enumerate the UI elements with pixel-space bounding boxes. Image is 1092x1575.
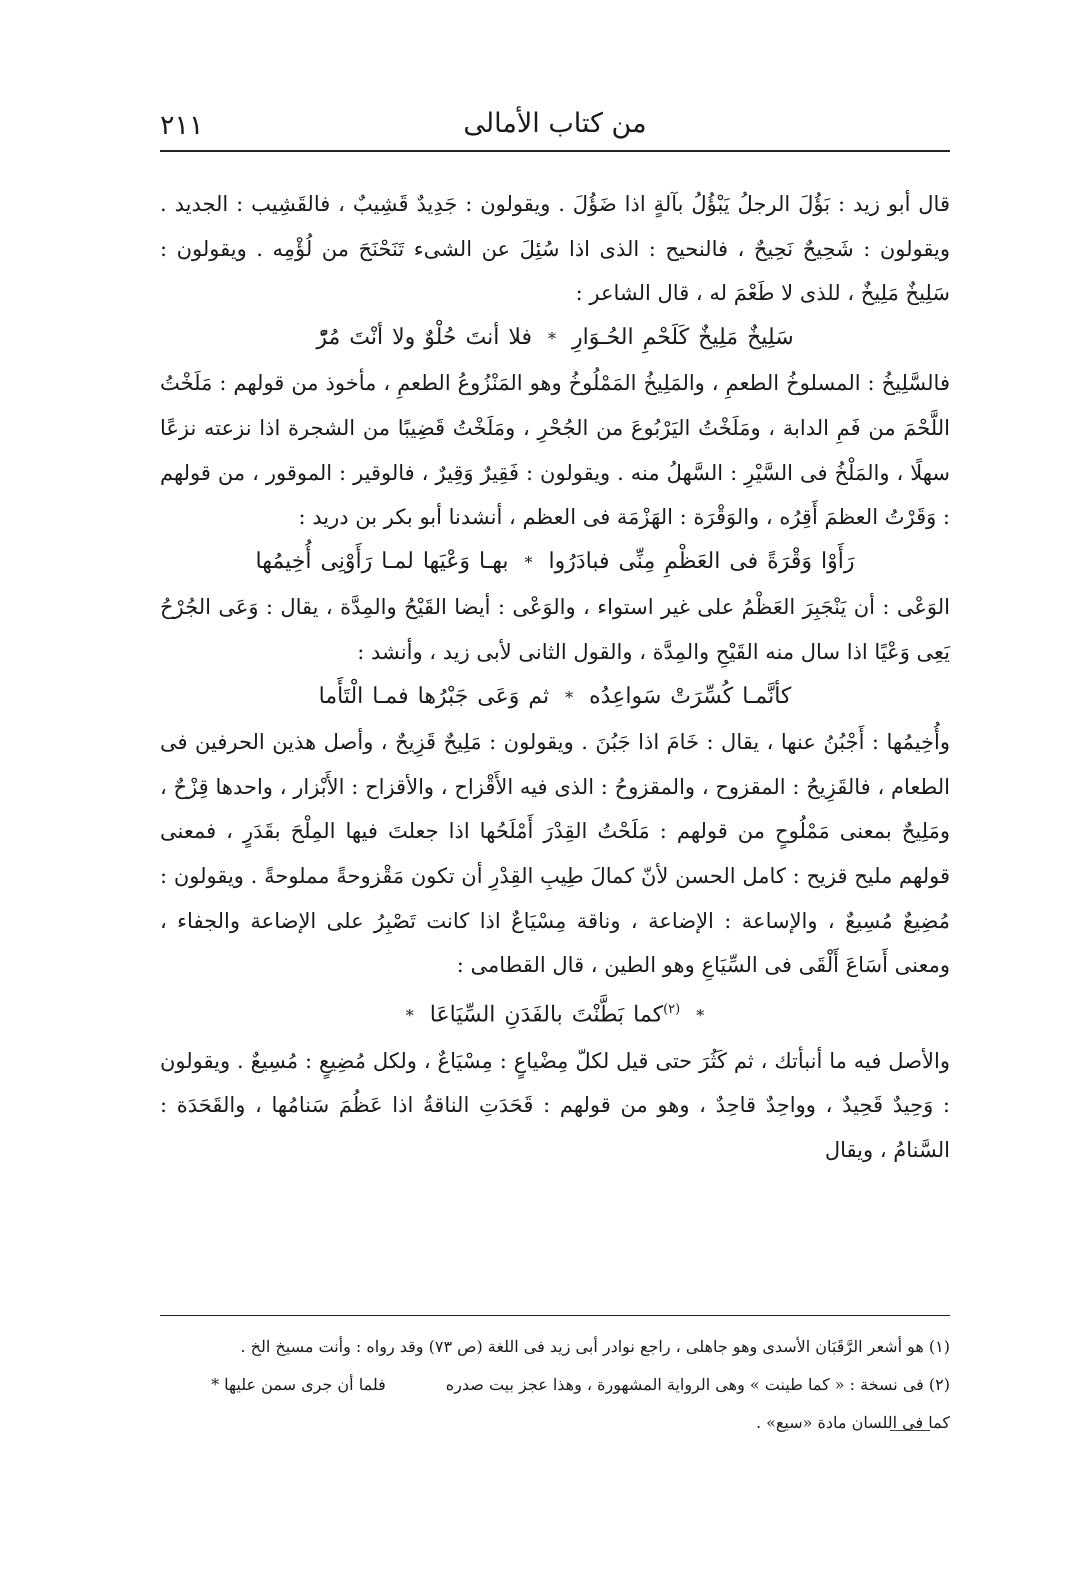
verse-separator: *	[565, 687, 574, 707]
page-number: ٢١١	[160, 110, 204, 141]
footnote-2-verse: فلما أن جرى سمن عليها *	[211, 1375, 386, 1394]
verse-2-first-hemistich: رَأَوْا وَقْرَةً فى العَظْمِ مِنِّى فبادَرُوا	[548, 548, 855, 574]
verse-4-marker: (٢)	[663, 1001, 681, 1017]
verse-4-hemistich: كما بَطَّنْتَ بالفَدَنِ السِّيَاعَا	[429, 1002, 664, 1028]
verse-4	[160, 988, 950, 1039]
page-header	[160, 104, 950, 148]
paragraph-4: وأُخِيمُها : أَجْبُنُ عنها ، يقال : خَامَ اذا جَبُنَ . ويقولون : مَلِيحٌ قَزِيحٌ ، وأصل هذين الحرفين فى الطعام ، فالقَزِيحُ : المقزوح ، والمقزوحُ : الذى فيه الأَقْزاح ، والأقزاح : الأَبْزار ، واحدها قِزْحٌ ، ومَلِيحٌ بمعنى مَمْلُوحٍ من قولهم : مَلَحْتُ القِدْرَ أَمْلَحُها اذا جعلتَ فيها المِلْحَ بقَدَرٍ ، فمعنى قولهم مليح قزيح : كامل الحسن لأنّ كمالَ طِيبِ القِدْرِ أن تكون مَقْزوحةً مملوحةً . ويقولون : مُضِيعٌ مُسِيعٌ ، والإساعة : الإضاعة ، وناقة مِسْيَاعٌ اذا كانت تَصْبِرُ على الإضاعة والجفاء ، ومعنى أَسَاعَ أَلْقَى فى السِّيَاعِ وهو الطين ، قال القطامى :	[160, 730, 950, 978]
verse-separator: *	[548, 328, 557, 348]
verse-1	[160, 316, 950, 362]
paragraph-5: والأصل فيه ما أنبأتك ، ثم كَثُرَ حتى قيل لكلّ مِضْياعٍ : مِسْيَاعٌ ، ولكل مُضِيعٍ : مُسِيعٌ . ويقولون : وَحِيدٌ قَحِيدٌ ، وواحِدٌ قاحِدٌ ، وهو من قولهم : قَحَدَتِ الناقةُ اذا عَظُمَ سَنامُها ، والقَحَدَة : السَّنامُ ، ويقال	[160, 1048, 950, 1162]
verse-1-second-hemistich: فلا أنتَ حُلْوٌ ولا أنْتَ مُرّْ	[316, 324, 533, 350]
verse-2-second-hemistich: بهـا وَعْيَها لمـا رَأَوْنِى أُخِيمُها	[255, 548, 509, 574]
header-rule	[160, 150, 950, 152]
verse-3-second-hemistich: ثم وَعَى جَبْرُها فمـا الْتَأَما	[318, 683, 550, 709]
verse-3-first-hemistich: كأنَّمـا كُسِّرَتْ سَواعِدُه	[589, 683, 792, 709]
verse-3	[160, 675, 950, 721]
paragraph-2: فالسَّلِيخُ : المسلوخُ الطعمِ ، والمَلِيخُ المَمْلُوخُ وهو المَنْزُوعُ الطعمِ ، مأخوذ من قولهم : مَلَخْتُ اللَّحْمَ من فَمِ الدابة ، ومَلَخْتُ اليَرْبُوعَ من الجُحْرِ ، ومَلَخْتُ قَضِيبًا من الشجرة اذا نزعته نزعًا سهلًا ، والمَلْخُ فى السَّيْرِ : السَّهلُ منه . ويقولون : فَقِيرٌ وَقِيرٌ ، فالوقير : الموقور ، من قولهم : وَقَرْتُ العظمَ أَقِرُه ، والوَقْرَة : الهَزْمَة فى العظم ، أنشدنا أبو بكر بن دريد :	[160, 371, 950, 530]
running-title: من كتاب الأمالى	[463, 108, 647, 139]
footnote-2	[160, 1366, 950, 1404]
footnote-1: (١) هو أشعر الرَّقَبَان الأسدى وهو جاهلى ، راجع نوادر أبى زيد فى اللغة (ص ٧٣) وقد رواه : وأنت مسيخ الخ .	[240, 1337, 950, 1356]
paragraph-3: الوَعْى : أن يَنْجَبِرَ العَظْمُ على غير استواء ، والوَعْى : أيضا القَيْحُ والمِدَّة ، يقال : وَعَى الجُرْحُ يَعِى وَعْيًا اذا سال منه القَيْحِ والمِدَّة ، والقول الثانى لأبى زيد ، وأنشد :	[160, 595, 950, 664]
main-text	[160, 182, 950, 1172]
verse-separator: *	[696, 1006, 705, 1026]
verse-separator: *	[524, 552, 533, 572]
footnote-rule	[160, 1315, 950, 1316]
footnotes	[160, 1328, 950, 1442]
bottom-mark	[890, 1430, 930, 1431]
verse-1-first-hemistich: سَلِيخٌ مَلِيخٌ كَلَحْمِ الحُـوَارِ	[572, 324, 794, 350]
verse-2	[160, 540, 950, 586]
footnote-2-text: (٢) فى نسخة : « كما طينت » وهى الرواية المشهورة ، وهذا عجز بيت صدره	[445, 1375, 950, 1394]
verse-separator: *	[405, 1006, 414, 1026]
footnote-2-continuation: كما فى اللسان مادة «سيع» .	[755, 1413, 950, 1432]
paragraph-1: قال أبو زيد : بَؤُلَ الرجلُ يَبْؤُلُ بآلةٍ اذا ضَؤُلَ . ويقولون : جَدِيدٌ قَشِيبٌ ، فالقَشِيب : الجديد . ويقولون : شَحِيحٌ نَحِيحٌ ، فالنحيح : الذى اذا سُئِلَ عن الشىء تَنَحْنَحَ من لُؤْمِه . ويقولون : سَلِيخٌ مَلِيخٌ ، للذى لا طَعْمَ له ، قال الشاعر :	[160, 192, 950, 306]
